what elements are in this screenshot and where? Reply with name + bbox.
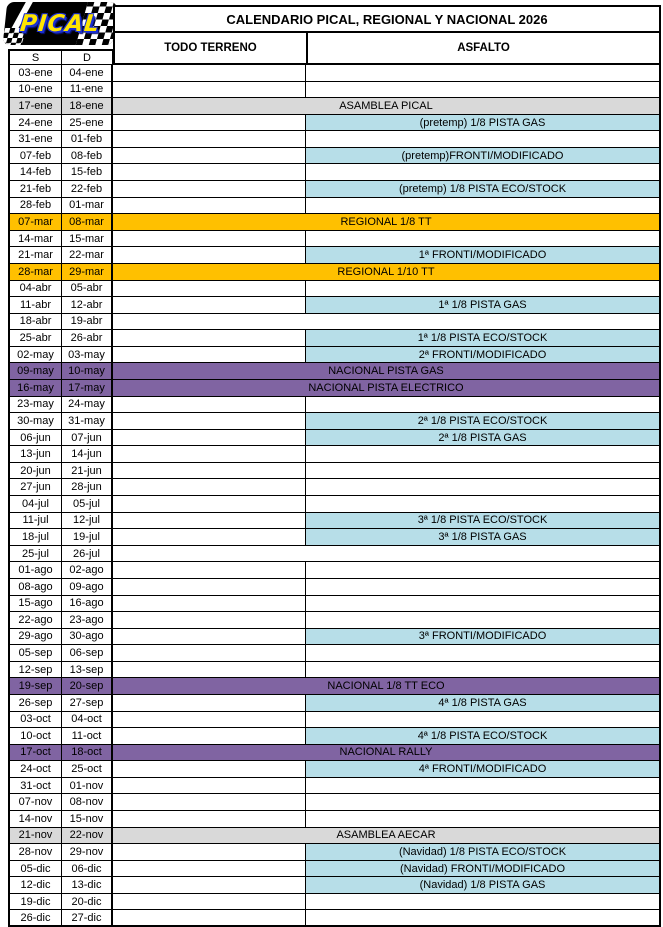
sunday-date-cell: 17-may [62, 380, 113, 397]
column-header-todo-terreno: TODO TERRENO [115, 33, 308, 63]
event-cell-full-width: NACIONAL 1/8 TT ECO [113, 678, 659, 695]
todo-terreno-cell [113, 496, 306, 513]
todo-terreno-cell [113, 115, 306, 132]
table-row [10, 894, 659, 911]
saturday-date-cell: 31-oct [10, 778, 62, 795]
sunday-date-cell: 29-nov [62, 844, 113, 861]
sunday-date-cell: 12-abr [62, 297, 113, 314]
asfalto-cell [306, 778, 659, 795]
todo-terreno-cell [113, 231, 306, 248]
saturday-date-cell: 16-may [10, 380, 62, 397]
table-row [10, 910, 659, 927]
sunday-date-cell: 15-nov [62, 811, 113, 828]
table-row [10, 861, 659, 878]
asfalto-cell [306, 662, 659, 679]
todo-terreno-cell [113, 529, 306, 546]
todo-terreno-cell [113, 281, 306, 298]
saturday-date-cell: 31-ene [10, 131, 62, 148]
sunday-date-cell: 06-dic [62, 861, 113, 878]
sunday-date-cell: 05-abr [62, 281, 113, 298]
todo-terreno-cell [113, 894, 306, 911]
sunday-date-cell: 11-oct [62, 728, 113, 745]
sunday-date-cell: 22-nov [62, 828, 113, 845]
saturday-date-cell: 17-ene [10, 98, 62, 115]
empty-merged-cell [113, 546, 659, 563]
asfalto-event-cell: 3ª 1/8 PISTA GAS [306, 529, 659, 546]
asfalto-cell [306, 463, 659, 480]
asfalto-cell [306, 712, 659, 729]
asfalto-event-cell: (Navidad) 1/8 PISTA ECO/STOCK [306, 844, 659, 861]
sunday-date-cell: 19-jul [62, 529, 113, 546]
todo-terreno-cell [113, 728, 306, 745]
saturday-date-cell: 10-oct [10, 728, 62, 745]
saturday-date-cell: 19-sep [10, 678, 62, 695]
asfalto-event-cell: 3ª 1/8 PISTA ECO/STOCK [306, 513, 659, 530]
sunday-date-cell: 08-nov [62, 794, 113, 811]
todo-terreno-cell [113, 844, 306, 861]
todo-terreno-cell [113, 612, 306, 629]
saturday-date-cell: 23-may [10, 397, 62, 414]
todo-terreno-cell [113, 629, 306, 646]
table-row [10, 745, 659, 762]
table-row [10, 297, 659, 314]
sunday-date-cell: 25-ene [62, 115, 113, 132]
todo-terreno-cell [113, 861, 306, 878]
table-row [10, 496, 659, 513]
asfalto-cell [306, 281, 659, 298]
sunday-date-cell: 03-may [62, 347, 113, 364]
saturday-date-cell: 22-ago [10, 612, 62, 629]
todo-terreno-cell [113, 761, 306, 778]
event-cell-full-width: NACIONAL PISTA GAS [113, 363, 659, 380]
saturday-date-cell: 05-dic [10, 861, 62, 878]
saturday-date-cell: 21-feb [10, 181, 62, 198]
sunday-date-cell: 13-dic [62, 877, 113, 894]
todo-terreno-cell [113, 695, 306, 712]
todo-terreno-cell [113, 712, 306, 729]
saturday-date-cell: 06-jun [10, 430, 62, 447]
table-row [10, 529, 659, 546]
asfalto-event-cell: 2ª FRONTI/MODIFICADO [306, 347, 659, 364]
saturday-date-cell: 13-jun [10, 446, 62, 463]
saturday-date-cell: 18-jul [10, 529, 62, 546]
event-cell-full-width: REGIONAL 1/8 TT [113, 214, 659, 231]
pical-logo [3, 2, 118, 45]
todo-terreno-cell [113, 247, 306, 264]
saturday-date-cell: 11-jul [10, 513, 62, 530]
saturday-date-cell: 29-ago [10, 629, 62, 646]
table-row [10, 65, 659, 82]
table-row [10, 728, 659, 745]
todo-terreno-cell [113, 330, 306, 347]
sunday-date-cell: 15-mar [62, 231, 113, 248]
sunday-date-cell: 04-ene [62, 65, 113, 82]
table-row [10, 148, 659, 165]
asfalto-event-cell: (pretemp) 1/8 PISTA GAS [306, 115, 659, 132]
saturday-date-cell: 21-nov [10, 828, 62, 845]
asfalto-event-cell: 2ª 1/8 PISTA ECO/STOCK [306, 413, 659, 430]
todo-terreno-cell [113, 131, 306, 148]
table-row [10, 463, 659, 480]
logo-text: PICAL [18, 10, 102, 37]
todo-terreno-cell [113, 430, 306, 447]
saturday-date-cell: 25-jul [10, 546, 62, 563]
asfalto-cell [306, 562, 659, 579]
asfalto-event-cell: (pretemp)FRONTI/MODIFICADO [306, 148, 659, 165]
saturday-date-cell: 12-dic [10, 877, 62, 894]
sunday-date-cell: 09-ago [62, 579, 113, 596]
event-cell-full-width: ASAMBLEA AECAR [113, 828, 659, 845]
saturday-date-cell: 28-nov [10, 844, 62, 861]
asfalto-cell [306, 82, 659, 99]
sunday-date-cell: 26-abr [62, 330, 113, 347]
table-row [10, 82, 659, 99]
table-row [10, 645, 659, 662]
event-cell-full-width: NACIONAL PISTA ELECTRICO [113, 380, 659, 397]
event-cell-full-width: ASAMBLEA PICAL [113, 98, 659, 115]
table-row [10, 546, 659, 563]
asfalto-event-cell: (Navidad) FRONTI/MODIFICADO [306, 861, 659, 878]
table-row [10, 579, 659, 596]
table-row [10, 877, 659, 894]
todo-terreno-cell [113, 413, 306, 430]
sunday-date-cell: 13-sep [62, 662, 113, 679]
todo-terreno-cell [113, 513, 306, 530]
asfalto-cell [306, 579, 659, 596]
saturday-date-cell: 09-may [10, 363, 62, 380]
table-row [10, 513, 659, 530]
saturday-date-cell: 07-mar [10, 214, 62, 231]
table-row [10, 446, 659, 463]
todo-terreno-cell [113, 164, 306, 181]
asfalto-cell [306, 131, 659, 148]
asfalto-cell [306, 612, 659, 629]
sunday-date-cell: 22-mar [62, 247, 113, 264]
sunday-date-cell: 21-jun [62, 463, 113, 480]
asfalto-event-cell: 4ª 1/8 PISTA ECO/STOCK [306, 728, 659, 745]
asfalto-event-cell: 4ª FRONTI/MODIFICADO [306, 761, 659, 778]
asfalto-cell [306, 811, 659, 828]
asfalto-cell [306, 164, 659, 181]
table-row [10, 347, 659, 364]
saturday-date-cell: 03-ene [10, 65, 62, 82]
table-row [10, 612, 659, 629]
table-row [10, 811, 659, 828]
sunday-date-cell: 08-feb [62, 148, 113, 165]
sunday-date-cell: 27-dic [62, 910, 113, 927]
table-row [10, 214, 659, 231]
sunday-date-cell: 18-ene [62, 98, 113, 115]
saturday-date-cell: 19-dic [10, 894, 62, 911]
saturday-date-cell: 17-oct [10, 745, 62, 762]
sunday-date-cell: 18-oct [62, 745, 113, 762]
table-row [10, 264, 659, 281]
sunday-date-cell: 04-oct [62, 712, 113, 729]
todo-terreno-cell [113, 645, 306, 662]
sunday-date-cell: 25-oct [62, 761, 113, 778]
sunday-date-cell: 01-feb [62, 131, 113, 148]
saturday-date-cell: 28-mar [10, 264, 62, 281]
table-row [10, 98, 659, 115]
table-row [10, 330, 659, 347]
table-row [10, 761, 659, 778]
saturday-date-cell: 04-jul [10, 496, 62, 513]
todo-terreno-cell [113, 579, 306, 596]
saturday-date-cell: 21-mar [10, 247, 62, 264]
saturday-date-cell: 28-feb [10, 198, 62, 215]
asfalto-event-cell: 4ª 1/8 PISTA GAS [306, 695, 659, 712]
saturday-date-cell: 14-nov [10, 811, 62, 828]
sunday-date-cell: 20-sep [62, 678, 113, 695]
saturday-date-cell: 24-oct [10, 761, 62, 778]
todo-terreno-cell [113, 877, 306, 894]
sunday-date-cell: 24-may [62, 397, 113, 414]
saturday-date-cell: 03-oct [10, 712, 62, 729]
sunday-date-cell: 07-jun [62, 430, 113, 447]
saturday-date-cell: 24-ene [10, 115, 62, 132]
saturday-date-cell: 07-feb [10, 148, 62, 165]
saturday-date-cell: 04-abr [10, 281, 62, 298]
sunday-date-cell: 14-jun [62, 446, 113, 463]
table-row [10, 629, 659, 646]
saturday-date-cell: 14-feb [10, 164, 62, 181]
sunday-date-cell: 30-ago [62, 629, 113, 646]
sunday-date-cell: 01-nov [62, 778, 113, 795]
todo-terreno-cell [113, 397, 306, 414]
table-row [10, 479, 659, 496]
table-row [10, 314, 659, 331]
asfalto-event-cell: 1ª FRONTI/MODIFICADO [306, 247, 659, 264]
table-row [10, 281, 659, 298]
category-header-row [113, 33, 661, 65]
todo-terreno-cell [113, 181, 306, 198]
saturday-date-cell: 30-may [10, 413, 62, 430]
todo-terreno-cell [113, 596, 306, 613]
table-row [10, 430, 659, 447]
table-row [10, 164, 659, 181]
sunday-date-cell: 08-mar [62, 214, 113, 231]
todo-terreno-cell [113, 562, 306, 579]
asfalto-cell [306, 496, 659, 513]
saturday-date-cell: 15-ago [10, 596, 62, 613]
todo-terreno-cell [113, 198, 306, 215]
table-row [10, 131, 659, 148]
table-row [10, 562, 659, 579]
table-row [10, 198, 659, 215]
asfalto-cell [306, 479, 659, 496]
table-row [10, 695, 659, 712]
saturday-date-cell: 27-jun [10, 479, 62, 496]
sunday-date-cell: 06-sep [62, 645, 113, 662]
todo-terreno-cell [113, 446, 306, 463]
saturday-date-cell: 12-sep [10, 662, 62, 679]
table-row [10, 231, 659, 248]
sunday-date-cell: 12-jul [62, 513, 113, 530]
table-row [10, 712, 659, 729]
saturday-date-cell: 08-ago [10, 579, 62, 596]
asfalto-event-cell: (Navidad) 1/8 PISTA GAS [306, 877, 659, 894]
todo-terreno-cell [113, 65, 306, 82]
table-row [10, 363, 659, 380]
page-title: CALENDARIO PICAL, REGIONAL Y NACIONAL 2026 [113, 5, 661, 33]
table-row [10, 247, 659, 264]
asfalto-cell [306, 198, 659, 215]
table-row [10, 828, 659, 845]
sunday-date-cell: 23-ago [62, 612, 113, 629]
empty-merged-cell [113, 314, 659, 331]
todo-terreno-cell [113, 463, 306, 480]
sunday-date-cell: 31-may [62, 413, 113, 430]
asfalto-event-cell: 1ª 1/8 PISTA ECO/STOCK [306, 330, 659, 347]
asfalto-event-cell: 1ª 1/8 PISTA GAS [306, 297, 659, 314]
sunday-date-cell: 27-sep [62, 695, 113, 712]
saturday-date-cell: 14-mar [10, 231, 62, 248]
sunday-date-cell: 28-jun [62, 479, 113, 496]
event-cell-full-width: REGIONAL 1/10 TT [113, 264, 659, 281]
column-header-saturday: S [10, 51, 62, 64]
todo-terreno-cell [113, 82, 306, 99]
saturday-date-cell: 20-jun [10, 463, 62, 480]
sunday-date-cell: 02-ago [62, 562, 113, 579]
table-row [10, 181, 659, 198]
sunday-date-cell: 15-feb [62, 164, 113, 181]
calendar-rows [8, 65, 661, 927]
table-row [10, 380, 659, 397]
asfalto-event-cell: (pretemp) 1/8 PISTA ECO/STOCK [306, 181, 659, 198]
sunday-date-cell: 20-dic [62, 894, 113, 911]
column-header-sunday: D [83, 51, 91, 64]
table-row [10, 844, 659, 861]
todo-terreno-cell [113, 811, 306, 828]
saturday-date-cell: 26-dic [10, 910, 62, 927]
asfalto-cell [306, 65, 659, 82]
todo-terreno-cell [113, 662, 306, 679]
table-row [10, 413, 659, 430]
asfalto-cell [306, 231, 659, 248]
table-row [10, 662, 659, 679]
asfalto-cell [306, 794, 659, 811]
table-row [10, 115, 659, 132]
day-header-row [8, 49, 113, 65]
sunday-date-cell: 11-ene [62, 82, 113, 99]
saturday-date-cell: 01-ago [10, 562, 62, 579]
sunday-date-cell: 22-feb [62, 181, 113, 198]
saturday-date-cell: 05-sep [10, 645, 62, 662]
sunday-date-cell: 16-ago [62, 596, 113, 613]
asfalto-cell [306, 397, 659, 414]
sunday-date-cell: 29-mar [62, 264, 113, 281]
table-row [10, 397, 659, 414]
saturday-date-cell: 02-may [10, 347, 62, 364]
sunday-date-cell: 26-jul [62, 546, 113, 563]
asfalto-event-cell: 3ª FRONTI/MODIFICADO [306, 629, 659, 646]
table-row [10, 778, 659, 795]
asfalto-cell [306, 645, 659, 662]
saturday-date-cell: 26-sep [10, 695, 62, 712]
asfalto-cell [306, 894, 659, 911]
saturday-date-cell: 25-abr [10, 330, 62, 347]
todo-terreno-cell [113, 297, 306, 314]
asfalto-cell [306, 446, 659, 463]
todo-terreno-cell [113, 778, 306, 795]
sunday-date-cell: 19-abr [62, 314, 113, 331]
asfalto-cell [306, 910, 659, 927]
sunday-date-cell: 05-jul [62, 496, 113, 513]
saturday-date-cell: 07-nov [10, 794, 62, 811]
saturday-date-cell: 11-abr [10, 297, 62, 314]
event-cell-full-width: NACIONAL RALLY [113, 745, 659, 762]
todo-terreno-cell [113, 148, 306, 165]
saturday-date-cell: 10-ene [10, 82, 62, 99]
todo-terreno-cell [113, 479, 306, 496]
sunday-date-cell: 10-may [62, 363, 113, 380]
table-row [10, 794, 659, 811]
todo-terreno-cell [113, 794, 306, 811]
column-header-asfalto: ASFALTO [457, 42, 510, 54]
table-row [10, 596, 659, 613]
asfalto-event-cell: 2ª 1/8 PISTA GAS [306, 430, 659, 447]
saturday-date-cell: 18-abr [10, 314, 62, 331]
table-row [10, 678, 659, 695]
todo-terreno-cell [113, 347, 306, 364]
todo-terreno-cell [113, 910, 306, 927]
asfalto-cell [306, 596, 659, 613]
sunday-date-cell: 01-mar [62, 198, 113, 215]
